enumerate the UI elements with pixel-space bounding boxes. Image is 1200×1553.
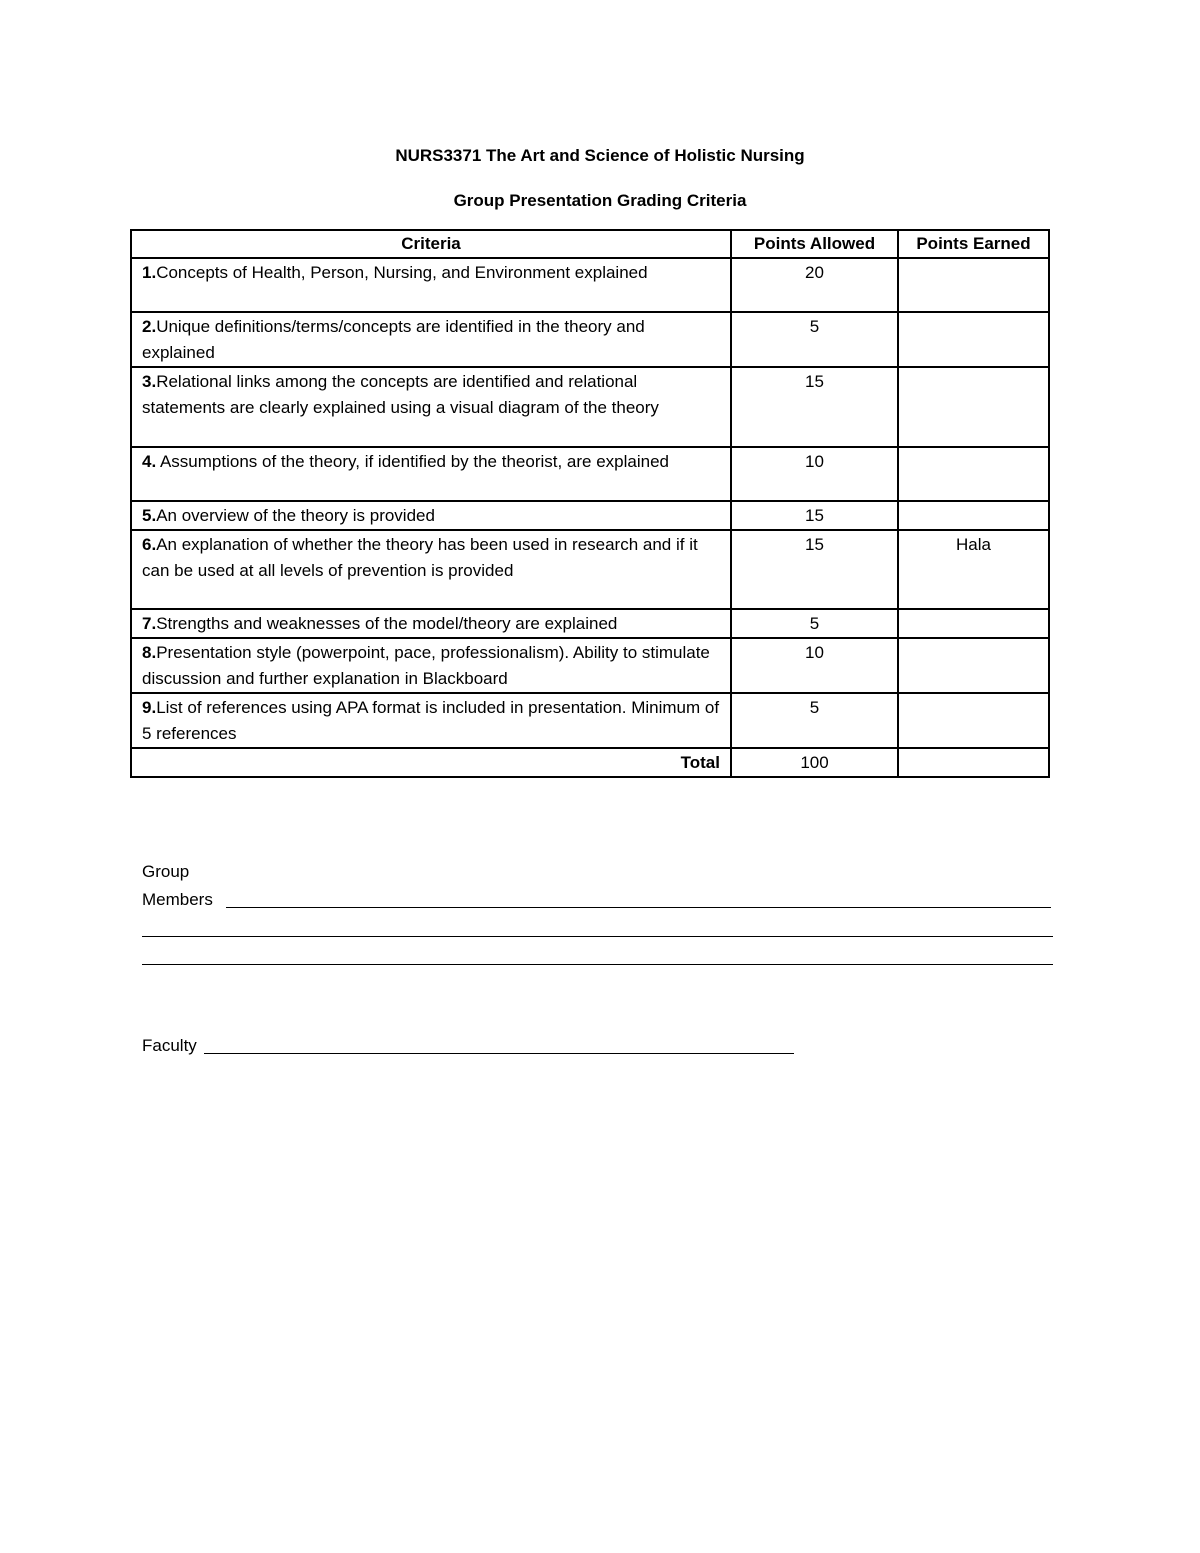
criterion-text: Assumptions of the theory, if identified by the theorist, are explained — [156, 452, 670, 471]
points-earned-cell: Hala — [898, 530, 1049, 609]
criterion-number: 1. — [142, 263, 157, 282]
table-row — [131, 609, 1049, 638]
points-earned-cell — [898, 258, 1049, 312]
criterion-cell — [131, 638, 731, 693]
table-row — [131, 693, 1049, 748]
points-allowed-cell: 5 — [731, 609, 898, 638]
points-earned-cell — [898, 638, 1049, 693]
points-allowed-cell: 15 — [731, 367, 898, 447]
table-row — [131, 447, 1049, 501]
points-allowed-cell: 5 — [731, 693, 898, 748]
table-row — [131, 501, 1049, 530]
criterion-number: 7. — [142, 614, 157, 633]
total-label: Total — [131, 748, 731, 777]
table-row — [131, 312, 1049, 367]
criterion-cell — [131, 609, 731, 638]
criterion-text: Presentation style (powerpoint, pace, professionalism). Ability to stimulate discussion and further explanation in Blackboard — [142, 643, 710, 688]
points-earned-cell — [898, 693, 1049, 748]
criterion-cell — [131, 501, 731, 530]
total-points-allowed: 100 — [731, 748, 898, 777]
criterion-number: 2. — [142, 317, 157, 336]
points-allowed-cell: 5 — [731, 312, 898, 367]
criterion-cell — [131, 258, 731, 312]
document-subtitle: Group Presentation Grading Criteria — [453, 191, 747, 210]
criterion-text: Strengths and weaknesses of the model/theory are explained — [156, 614, 618, 633]
criterion-number: 9. — [142, 698, 157, 717]
group-label-line1: Group — [142, 862, 190, 881]
course-title: NURS3371 The Art and Science of Holistic Nursing — [395, 146, 805, 165]
table-header-row — [131, 230, 1049, 258]
table-row — [131, 530, 1049, 609]
criterion-number: 4. — [142, 452, 157, 471]
table-row — [131, 258, 1049, 312]
total-row — [131, 748, 1049, 777]
group-members-signature-line[interactable] — [226, 907, 1051, 908]
criterion-number: 5. — [142, 506, 157, 525]
points-allowed-cell: 15 — [731, 501, 898, 530]
points-earned-cell — [898, 447, 1049, 501]
criterion-text: Relational links among the concepts are identified and relational statements are clearly explained using a visual diagram of the theory — [142, 372, 659, 417]
criterion-text: List of references using APA format is included in presentation. Minimum of 5 references — [142, 698, 720, 743]
criterion-number: 8. — [142, 643, 157, 662]
faculty-signature-line[interactable] — [204, 1053, 794, 1054]
points-allowed-cell: 15 — [731, 530, 898, 609]
points-allowed-cell: 10 — [731, 638, 898, 693]
header-points-allowed: Points Allowed — [731, 230, 898, 258]
points-earned-cell — [898, 312, 1049, 367]
points-earned-cell — [898, 501, 1049, 530]
criterion-cell — [131, 312, 731, 367]
criterion-text: Unique definitions/terms/concepts are identified in the theory and explained — [142, 317, 645, 362]
criterion-text: Concepts of Health, Person, Nursing, and Environment explained — [156, 263, 648, 282]
header-points-earned: Points Earned — [898, 230, 1049, 258]
group-members-signature-line-2[interactable] — [142, 936, 1053, 937]
points-allowed-cell: 20 — [731, 258, 898, 312]
criterion-cell — [131, 447, 731, 501]
criterion-cell — [131, 367, 731, 447]
criterion-cell — [131, 693, 731, 748]
header-criteria: Criteria — [131, 230, 731, 258]
points-earned-cell — [898, 609, 1049, 638]
group-members-signature-line-3[interactable] — [142, 964, 1053, 965]
criterion-number: 6. — [142, 535, 157, 554]
table-row — [131, 638, 1049, 693]
criterion-text: An explanation of whether the theory has been used in research and if it can be used at all levels of prevention is provided — [142, 535, 698, 580]
criterion-cell — [131, 530, 731, 609]
points-earned-cell — [898, 367, 1049, 447]
criterion-number: 3. — [142, 372, 157, 391]
criterion-text: An overview of the theory is provided — [156, 506, 435, 525]
table-row — [131, 367, 1049, 447]
points-allowed-cell: 10 — [731, 447, 898, 501]
total-points-earned — [898, 748, 1049, 777]
group-members-label: Members — [142, 890, 213, 909]
grading-criteria-table — [130, 229, 1050, 778]
faculty-label: Faculty — [142, 1036, 197, 1055]
